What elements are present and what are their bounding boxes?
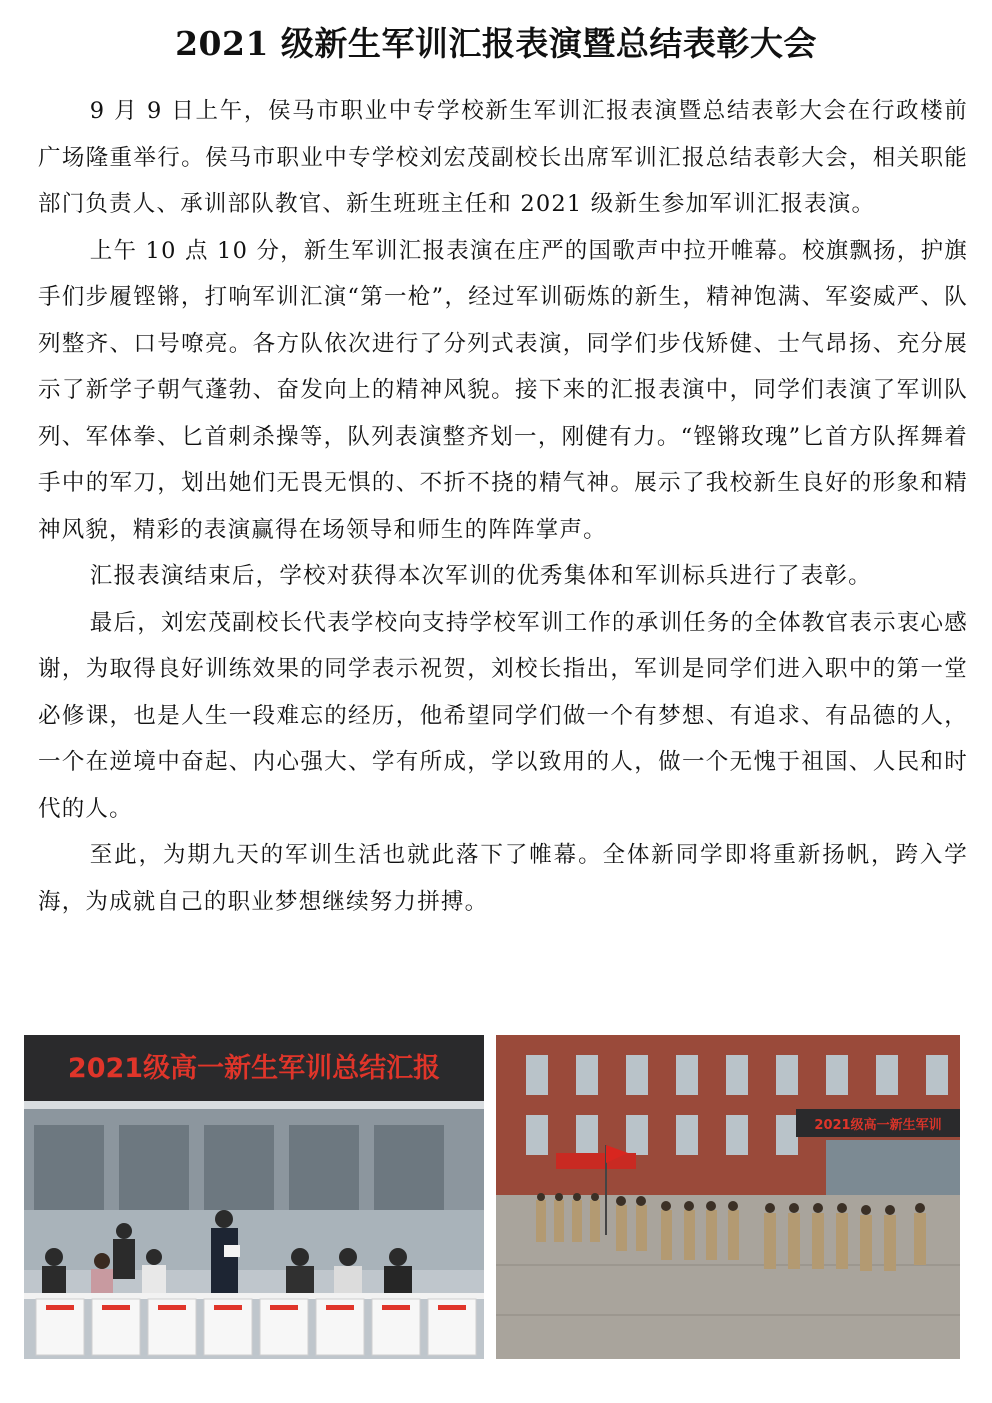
drill-formation-illustration (496, 1035, 960, 1359)
paragraph-1: 9 月 9 日上午，侯马市职业中专学校新生军训汇报表演暨总结表彰大会在行政楼前广场隆重举行。侯马市职业中专学校刘宏茂副校长出席军训汇报总结表彰大会，相关职能部门负责人、承训部队教官、新生班班主任和 2021 级新生参加军训汇报表演。 (38, 98, 968, 217)
right-banner-text: 2021级高一新生军训 (814, 1118, 942, 1133)
photo-drill-formation (496, 1035, 960, 1359)
paragraph-2: 上午 10 点 10 分，新生军训汇报表演在庄严的国歌声中拉开帷幕。校旗飘扬，护旗手们步履铿锵，打响军训汇演“第一枪”，经过军训砺炼的新生，精神饱满、军姿威严、队列整齐、口号嘹亮。各方队依次进行了分列式表演，同学们步伐矫健、士气昂扬、充分展示了新学子朝气蓬勃、奋发向上的精神风貌。接下来的汇报表演中，同学们表演了军训队列、军体拳、匕首刺杀操等，队列表演整齐划一，刚健有力。“铿锵玫瑰”匕首方队挥舞着手中的军刀，划出她们无畏无惧的、不折不挠的精气神。展示了我校新生良好的形象和精神风貌，精彩的表演赢得在场领导和师生的阵阵掌声。 (38, 237, 968, 543)
paragraph-5: 至此，为期九天的军训生活也就此落下了帷幕。全体新同学即将重新扬帆，跨入学海，为成就自己的职业梦想继续努力拼搏。 (38, 842, 968, 915)
left-banner-text: 2021级高一新生军训总结汇报 (67, 1053, 441, 1084)
paragraph-4: 最后，刘宏茂副校长代表学校向支持学校军训工作的承训任务的全体教官表示衷心感谢，为取得良好训练效果的同学表示祝贺，刘校长指出，军训是同学们进入职中的第一堂必修课，也是人生一段难忘的经历，他希望同学们做一个有梦想、有追求、有品德的人，一个在逆境中奋起、内心强大、学有所成，学以致用的人，做一个无愧于祖国、人民和时代的人。 (38, 609, 968, 822)
page-title: 2021 级新生军训汇报表演暨总结表彰大会 (175, 24, 817, 63)
article-body (38, 88, 968, 925)
photo-reviewing-stand (24, 1035, 484, 1359)
paragraph-3: 汇报表演结束后，学校对获得本次军训的优秀集体和军训标兵进行了表彰。 (89, 563, 872, 589)
reviewing-stand-illustration (24, 1035, 484, 1359)
